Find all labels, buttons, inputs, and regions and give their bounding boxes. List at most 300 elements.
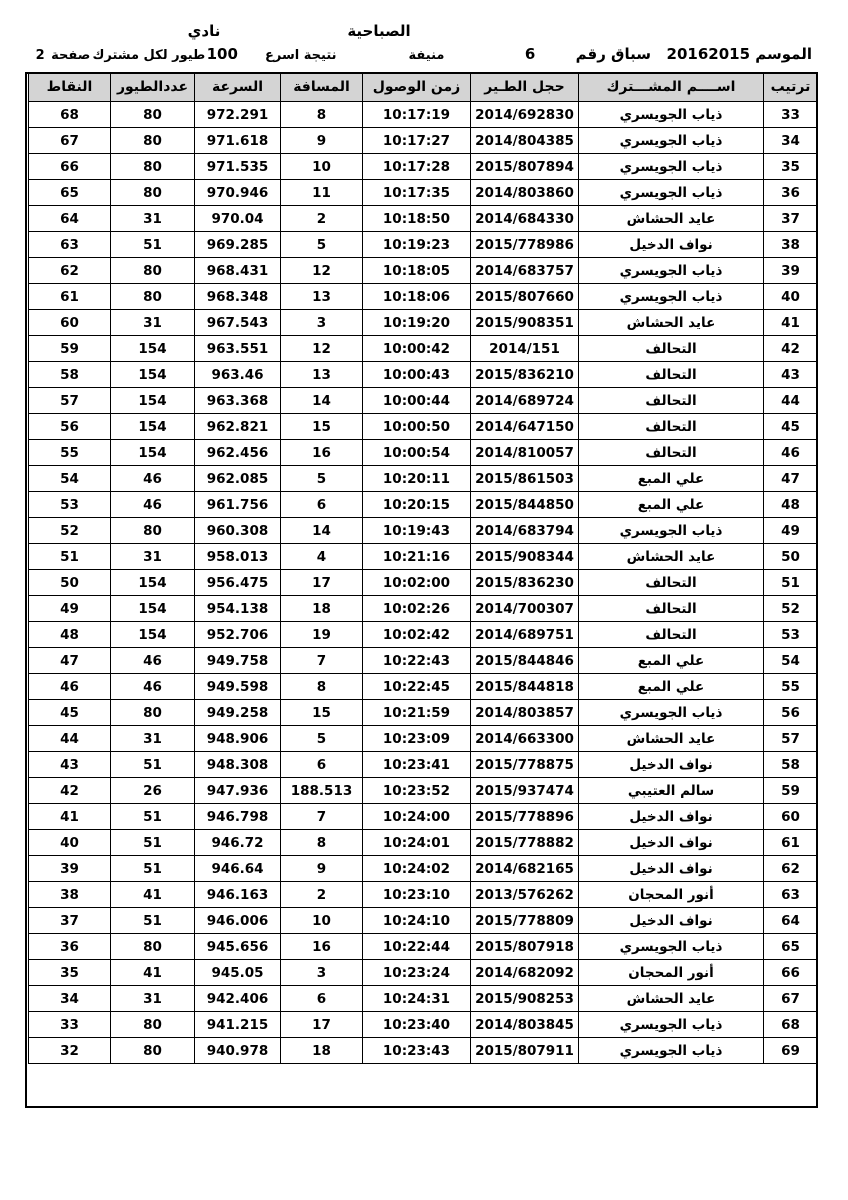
table-row <box>29 544 818 570</box>
cell-speed: 954.138 <box>195 596 281 622</box>
cell-distance: 8 <box>281 830 363 856</box>
cell-points: 57 <box>29 388 111 414</box>
cell-distance: 3 <box>281 960 363 986</box>
header-row-top <box>0 22 818 41</box>
cell-rank: 34 <box>764 128 818 154</box>
cell-distance: 18 <box>281 596 363 622</box>
cell-member-name: علي المبع <box>579 466 764 492</box>
cell-speed: 961.756 <box>195 492 281 518</box>
cell-distance: 4 <box>281 544 363 570</box>
cell-bird-count: 51 <box>111 232 195 258</box>
cell-member-name: ذياب الجويسري <box>579 284 764 310</box>
page-number: 2 <box>35 47 45 63</box>
cell-arrival-time: 10:17:35 <box>363 180 471 206</box>
cell-points: 45 <box>29 700 111 726</box>
cell-rank: 61 <box>764 830 818 856</box>
table-row <box>29 206 818 232</box>
cell-rank: 46 <box>764 440 818 466</box>
table-row <box>29 466 818 492</box>
cell-member-name: نواف الدخيل <box>579 232 764 258</box>
cell-ring-number: 2014/682092 <box>471 960 579 986</box>
cell-points: 50 <box>29 570 111 596</box>
cell-speed: 946.006 <box>195 908 281 934</box>
cell-member-name: التحالف <box>579 414 764 440</box>
table-row <box>29 778 818 804</box>
cell-ring-number: 2015/836210 <box>471 362 579 388</box>
cell-ring-number: 2014/810057 <box>471 440 579 466</box>
cell-points: 60 <box>29 310 111 336</box>
cell-bird-count: 154 <box>111 622 195 648</box>
cell-ring-number: 2015/908351 <box>471 310 579 336</box>
cell-distance: 16 <box>281 934 363 960</box>
cell-rank: 58 <box>764 752 818 778</box>
cell-bird-count: 80 <box>111 1012 195 1038</box>
cell-points: 38 <box>29 882 111 908</box>
table-row <box>29 570 818 596</box>
cell-distance: 2 <box>281 206 363 232</box>
cell-speed: 941.215 <box>195 1012 281 1038</box>
cell-member-name: علي المبع <box>579 492 764 518</box>
cell-speed: 949.758 <box>195 648 281 674</box>
cell-distance: 8 <box>281 102 363 128</box>
cell-distance: 6 <box>281 986 363 1012</box>
cell-points: 49 <box>29 596 111 622</box>
cell-rank: 65 <box>764 934 818 960</box>
cell-member-name: ذياب الجويسري <box>579 700 764 726</box>
cell-speed: 956.475 <box>195 570 281 596</box>
cell-member-name: التحالف <box>579 362 764 388</box>
cell-bird-count: 154 <box>111 440 195 466</box>
cell-member-name: ذياب الجويسري <box>579 154 764 180</box>
table-row <box>29 518 818 544</box>
cell-arrival-time: 10:23:40 <box>363 1012 471 1038</box>
cell-rank: 48 <box>764 492 818 518</box>
cell-points: 46 <box>29 674 111 700</box>
cell-bird-count: 31 <box>111 726 195 752</box>
cell-rank: 64 <box>764 908 818 934</box>
cell-arrival-time: 10:00:50 <box>363 414 471 440</box>
cell-member-name: ذياب الجويسري <box>579 102 764 128</box>
cell-bird-count: 154 <box>111 414 195 440</box>
cell-member-name: عايد الحشاش <box>579 544 764 570</box>
cell-bird-count: 46 <box>111 648 195 674</box>
cell-rank: 69 <box>764 1038 818 1064</box>
cell-rank: 63 <box>764 882 818 908</box>
cell-points: 52 <box>29 518 111 544</box>
cell-distance: 6 <box>281 752 363 778</box>
cell-arrival-time: 10:23:52 <box>363 778 471 804</box>
cell-distance: 8 <box>281 674 363 700</box>
cell-points: 40 <box>29 830 111 856</box>
cell-distance: 13 <box>281 284 363 310</box>
table-row <box>29 258 818 284</box>
season-label: الموسم 20162015 <box>666 44 812 63</box>
table-row <box>29 908 818 934</box>
cell-points: 68 <box>29 102 111 128</box>
header-row-main <box>30 45 818 64</box>
cell-rank: 53 <box>764 622 818 648</box>
cell-bird-count: 80 <box>111 102 195 128</box>
cell-points: 51 <box>29 544 111 570</box>
cell-points: 59 <box>29 336 111 362</box>
table-row <box>29 674 818 700</box>
cell-ring-number: 2015/836230 <box>471 570 579 596</box>
cell-rank: 60 <box>764 804 818 830</box>
cell-speed: 946.64 <box>195 856 281 882</box>
table-row <box>29 856 818 882</box>
table-row <box>29 1012 818 1038</box>
cell-distance: 7 <box>281 648 363 674</box>
cell-speed: 940.978 <box>195 1038 281 1064</box>
cell-speed: 967.543 <box>195 310 281 336</box>
cell-arrival-time: 10:02:42 <box>363 622 471 648</box>
cell-rank: 57 <box>764 726 818 752</box>
column-header-rank: ترتيب <box>764 73 818 102</box>
cell-arrival-time: 10:22:45 <box>363 674 471 700</box>
cell-bird-count: 51 <box>111 752 195 778</box>
cell-arrival-time: 10:19:43 <box>363 518 471 544</box>
cell-speed: 970.946 <box>195 180 281 206</box>
cell-rank: 56 <box>764 700 818 726</box>
table-row <box>29 102 818 128</box>
cell-bird-count: 41 <box>111 960 195 986</box>
cell-points: 56 <box>29 414 111 440</box>
cell-rank: 42 <box>764 336 818 362</box>
cell-distance: 18 <box>281 1038 363 1064</box>
cell-member-name: التحالف <box>579 622 764 648</box>
cell-speed: 971.618 <box>195 128 281 154</box>
cell-points: 41 <box>29 804 111 830</box>
cell-arrival-time: 10:24:01 <box>363 830 471 856</box>
cell-bird-count: 80 <box>111 154 195 180</box>
column-header-bird-count: عددالطيور <box>111 73 195 102</box>
cell-arrival-time: 10:02:26 <box>363 596 471 622</box>
cell-distance: 17 <box>281 1012 363 1038</box>
cell-speed: 969.285 <box>195 232 281 258</box>
cell-rank: 40 <box>764 284 818 310</box>
cell-ring-number: 2015/778896 <box>471 804 579 830</box>
cell-arrival-time: 10:18:50 <box>363 206 471 232</box>
table-row <box>29 830 818 856</box>
cell-speed: 968.348 <box>195 284 281 310</box>
table-row <box>29 310 818 336</box>
cell-member-name: ذياب الجويسري <box>579 258 764 284</box>
cell-distance: 188.513 <box>281 778 363 804</box>
cell-bird-count: 46 <box>111 674 195 700</box>
cell-distance: 7 <box>281 804 363 830</box>
place-label: منيفة <box>408 47 445 63</box>
cell-arrival-time: 10:17:27 <box>363 128 471 154</box>
cell-points: 44 <box>29 726 111 752</box>
cell-rank: 50 <box>764 544 818 570</box>
cell-rank: 67 <box>764 986 818 1012</box>
cell-points: 58 <box>29 362 111 388</box>
cell-bird-count: 51 <box>111 856 195 882</box>
cell-arrival-time: 10:02:00 <box>363 570 471 596</box>
cell-points: 63 <box>29 232 111 258</box>
column-header-arrival-time: زمن الوصول <box>363 73 471 102</box>
cell-arrival-time: 10:00:54 <box>363 440 471 466</box>
cell-ring-number: 2015/908344 <box>471 544 579 570</box>
cell-arrival-time: 10:21:16 <box>363 544 471 570</box>
cell-points: 33 <box>29 1012 111 1038</box>
cell-distance: 15 <box>281 700 363 726</box>
table-row <box>29 388 818 414</box>
cell-speed: 968.431 <box>195 258 281 284</box>
cell-speed: 948.308 <box>195 752 281 778</box>
cell-member-name: التحالف <box>579 596 764 622</box>
table-row <box>29 986 818 1012</box>
cell-ring-number: 2015/807894 <box>471 154 579 180</box>
cell-member-name: ذياب الجويسري <box>579 128 764 154</box>
cell-points: 47 <box>29 648 111 674</box>
cell-speed: 963.368 <box>195 388 281 414</box>
birds-per-member-label: طيور لكل مشترك <box>92 47 206 63</box>
cell-speed: 970.04 <box>195 206 281 232</box>
cell-ring-number: 2015/807918 <box>471 934 579 960</box>
cell-member-name: أنور المحجان <box>579 882 764 908</box>
table-body <box>29 102 818 1064</box>
table-header-row <box>29 73 818 102</box>
cell-rank: 44 <box>764 388 818 414</box>
cell-bird-count: 80 <box>111 518 195 544</box>
results-table <box>28 72 818 1064</box>
cell-arrival-time: 10:00:43 <box>363 362 471 388</box>
cell-bird-count: 41 <box>111 882 195 908</box>
cell-bird-count: 26 <box>111 778 195 804</box>
cell-distance: 17 <box>281 570 363 596</box>
cell-distance: 16 <box>281 440 363 466</box>
cell-member-name: علي المبع <box>579 674 764 700</box>
cell-member-name: عايد الحشاش <box>579 206 764 232</box>
cell-speed: 963.46 <box>195 362 281 388</box>
cell-rank: 62 <box>764 856 818 882</box>
cell-points: 62 <box>29 258 111 284</box>
cell-ring-number: 2015/778882 <box>471 830 579 856</box>
cell-arrival-time: 10:23:24 <box>363 960 471 986</box>
race-number-label: سباق رقم <box>575 44 651 63</box>
cell-speed: 946.163 <box>195 882 281 908</box>
table-row <box>29 440 818 466</box>
cell-speed: 945.05 <box>195 960 281 986</box>
cell-rank: 35 <box>764 154 818 180</box>
cell-ring-number: 2015/778986 <box>471 232 579 258</box>
document-header <box>30 22 818 64</box>
cell-distance: 5 <box>281 232 363 258</box>
page-label: صفحة <box>51 47 91 63</box>
cell-points: 43 <box>29 752 111 778</box>
cell-ring-number: 2014/700307 <box>471 596 579 622</box>
cell-rank: 66 <box>764 960 818 986</box>
cell-bird-count: 31 <box>111 206 195 232</box>
cell-speed: 962.085 <box>195 466 281 492</box>
cell-ring-number: 2014/682165 <box>471 856 579 882</box>
cell-rank: 36 <box>764 180 818 206</box>
cell-rank: 38 <box>764 232 818 258</box>
cell-bird-count: 31 <box>111 310 195 336</box>
cell-arrival-time: 10:22:44 <box>363 934 471 960</box>
column-header-ring-number: حجل الطـير <box>471 73 579 102</box>
cell-distance: 12 <box>281 258 363 284</box>
cell-points: 48 <box>29 622 111 648</box>
cell-member-name: ذياب الجويسري <box>579 518 764 544</box>
cell-bird-count: 154 <box>111 388 195 414</box>
cell-bird-count: 31 <box>111 544 195 570</box>
cell-speed: 946.798 <box>195 804 281 830</box>
results-table-frame <box>25 72 818 1064</box>
cell-distance: 5 <box>281 466 363 492</box>
cell-distance: 5 <box>281 726 363 752</box>
cell-member-name: ذياب الجويسري <box>579 1012 764 1038</box>
cell-member-name: سالم العتيبي <box>579 778 764 804</box>
cell-ring-number: 2014/692830 <box>471 102 579 128</box>
cell-points: 36 <box>29 934 111 960</box>
cell-rank: 55 <box>764 674 818 700</box>
cell-arrival-time: 10:19:20 <box>363 310 471 336</box>
cell-speed: 952.706 <box>195 622 281 648</box>
column-header-points: النقاط <box>29 73 111 102</box>
cell-rank: 59 <box>764 778 818 804</box>
table-row <box>29 960 818 986</box>
cell-rank: 45 <box>764 414 818 440</box>
cell-member-name: عايد الحشاش <box>579 726 764 752</box>
cell-member-name: نواف الدخيل <box>579 856 764 882</box>
cell-ring-number: 2014/689751 <box>471 622 579 648</box>
cell-arrival-time: 10:00:44 <box>363 388 471 414</box>
cell-member-name: التحالف <box>579 570 764 596</box>
cell-ring-number: 2015/844850 <box>471 492 579 518</box>
cell-points: 53 <box>29 492 111 518</box>
cell-ring-number: 2015/807660 <box>471 284 579 310</box>
cell-speed: 946.72 <box>195 830 281 856</box>
cell-ring-number: 2014/683757 <box>471 258 579 284</box>
cell-ring-number: 2014/683794 <box>471 518 579 544</box>
column-header-distance: المسافة <box>281 73 363 102</box>
club-label: نادي <box>187 22 221 40</box>
cell-bird-count: 80 <box>111 934 195 960</box>
table-row <box>29 726 818 752</box>
cell-ring-number: 2014/663300 <box>471 726 579 752</box>
cell-member-name: التحالف <box>579 336 764 362</box>
cell-arrival-time: 10:23:43 <box>363 1038 471 1064</box>
cell-member-name: أنور المحجان <box>579 960 764 986</box>
cell-rank: 39 <box>764 258 818 284</box>
cell-arrival-time: 10:18:06 <box>363 284 471 310</box>
column-header-member-name: اســــم المشـــترك <box>579 73 764 102</box>
cell-member-name: نواف الدخيل <box>579 804 764 830</box>
cell-arrival-time: 10:20:15 <box>363 492 471 518</box>
cell-member-name: التحالف <box>579 440 764 466</box>
table-row <box>29 180 818 206</box>
table-row <box>29 336 818 362</box>
cell-arrival-time: 10:00:42 <box>363 336 471 362</box>
table-row <box>29 648 818 674</box>
cell-bird-count: 80 <box>111 284 195 310</box>
cell-ring-number: 2015/908253 <box>471 986 579 1012</box>
cell-points: 65 <box>29 180 111 206</box>
cell-rank: 49 <box>764 518 818 544</box>
cell-points: 66 <box>29 154 111 180</box>
cell-ring-number: 2014/689724 <box>471 388 579 414</box>
cell-rank: 47 <box>764 466 818 492</box>
table-row <box>29 284 818 310</box>
cell-distance: 13 <box>281 362 363 388</box>
cell-arrival-time: 10:23:09 <box>363 726 471 752</box>
cell-bird-count: 80 <box>111 128 195 154</box>
cell-bird-count: 154 <box>111 570 195 596</box>
cell-member-name: نواف الدخيل <box>579 830 764 856</box>
table-row <box>29 752 818 778</box>
cell-bird-count: 154 <box>111 336 195 362</box>
cell-points: 34 <box>29 986 111 1012</box>
cell-arrival-time: 10:24:10 <box>363 908 471 934</box>
cell-bird-count: 51 <box>111 804 195 830</box>
cell-arrival-time: 10:24:00 <box>363 804 471 830</box>
cell-rank: 41 <box>764 310 818 336</box>
cell-arrival-time: 10:20:11 <box>363 466 471 492</box>
cell-points: 35 <box>29 960 111 986</box>
cell-ring-number: 2015/861503 <box>471 466 579 492</box>
table-row <box>29 934 818 960</box>
result-label: نتيجة اسرع <box>265 47 337 63</box>
cell-ring-number: 2015/844846 <box>471 648 579 674</box>
cell-member-name: التحالف <box>579 388 764 414</box>
column-header-speed: السرعة <box>195 73 281 102</box>
cell-points: 55 <box>29 440 111 466</box>
cell-points: 37 <box>29 908 111 934</box>
cell-speed: 949.258 <box>195 700 281 726</box>
cell-arrival-time: 10:24:02 <box>363 856 471 882</box>
cell-points: 67 <box>29 128 111 154</box>
cell-arrival-time: 10:17:19 <box>363 102 471 128</box>
cell-ring-number: 2015/807911 <box>471 1038 579 1064</box>
cell-bird-count: 51 <box>111 908 195 934</box>
cell-ring-number: 2014/647150 <box>471 414 579 440</box>
cell-bird-count: 80 <box>111 258 195 284</box>
cell-points: 64 <box>29 206 111 232</box>
cell-ring-number: 2014/151 <box>471 336 579 362</box>
cell-distance: 15 <box>281 414 363 440</box>
table-row <box>29 622 818 648</box>
fastest-birds-count: 100 <box>206 44 238 63</box>
cell-speed: 947.936 <box>195 778 281 804</box>
cell-arrival-time: 10:21:59 <box>363 700 471 726</box>
cell-distance: 3 <box>281 310 363 336</box>
cell-distance: 14 <box>281 518 363 544</box>
cell-member-name: عايد الحشاش <box>579 310 764 336</box>
cell-bird-count: 46 <box>111 466 195 492</box>
cell-ring-number: 2014/804385 <box>471 128 579 154</box>
cell-ring-number: 2014/684330 <box>471 206 579 232</box>
table-row <box>29 596 818 622</box>
table-row <box>29 1038 818 1064</box>
cell-ring-number: 2015/844818 <box>471 674 579 700</box>
cell-speed: 971.535 <box>195 154 281 180</box>
cell-distance: 12 <box>281 336 363 362</box>
cell-arrival-time: 10:22:43 <box>363 648 471 674</box>
cell-arrival-time: 10:24:31 <box>363 986 471 1012</box>
table-row <box>29 128 818 154</box>
cell-ring-number: 2015/778809 <box>471 908 579 934</box>
cell-distance: 14 <box>281 388 363 414</box>
cell-ring-number: 2014/803857 <box>471 700 579 726</box>
cell-speed: 962.821 <box>195 414 281 440</box>
cell-speed: 949.598 <box>195 674 281 700</box>
cell-ring-number: 2015/778875 <box>471 752 579 778</box>
cell-ring-number: 2013/576262 <box>471 882 579 908</box>
cell-distance: 11 <box>281 180 363 206</box>
cell-distance: 9 <box>281 856 363 882</box>
